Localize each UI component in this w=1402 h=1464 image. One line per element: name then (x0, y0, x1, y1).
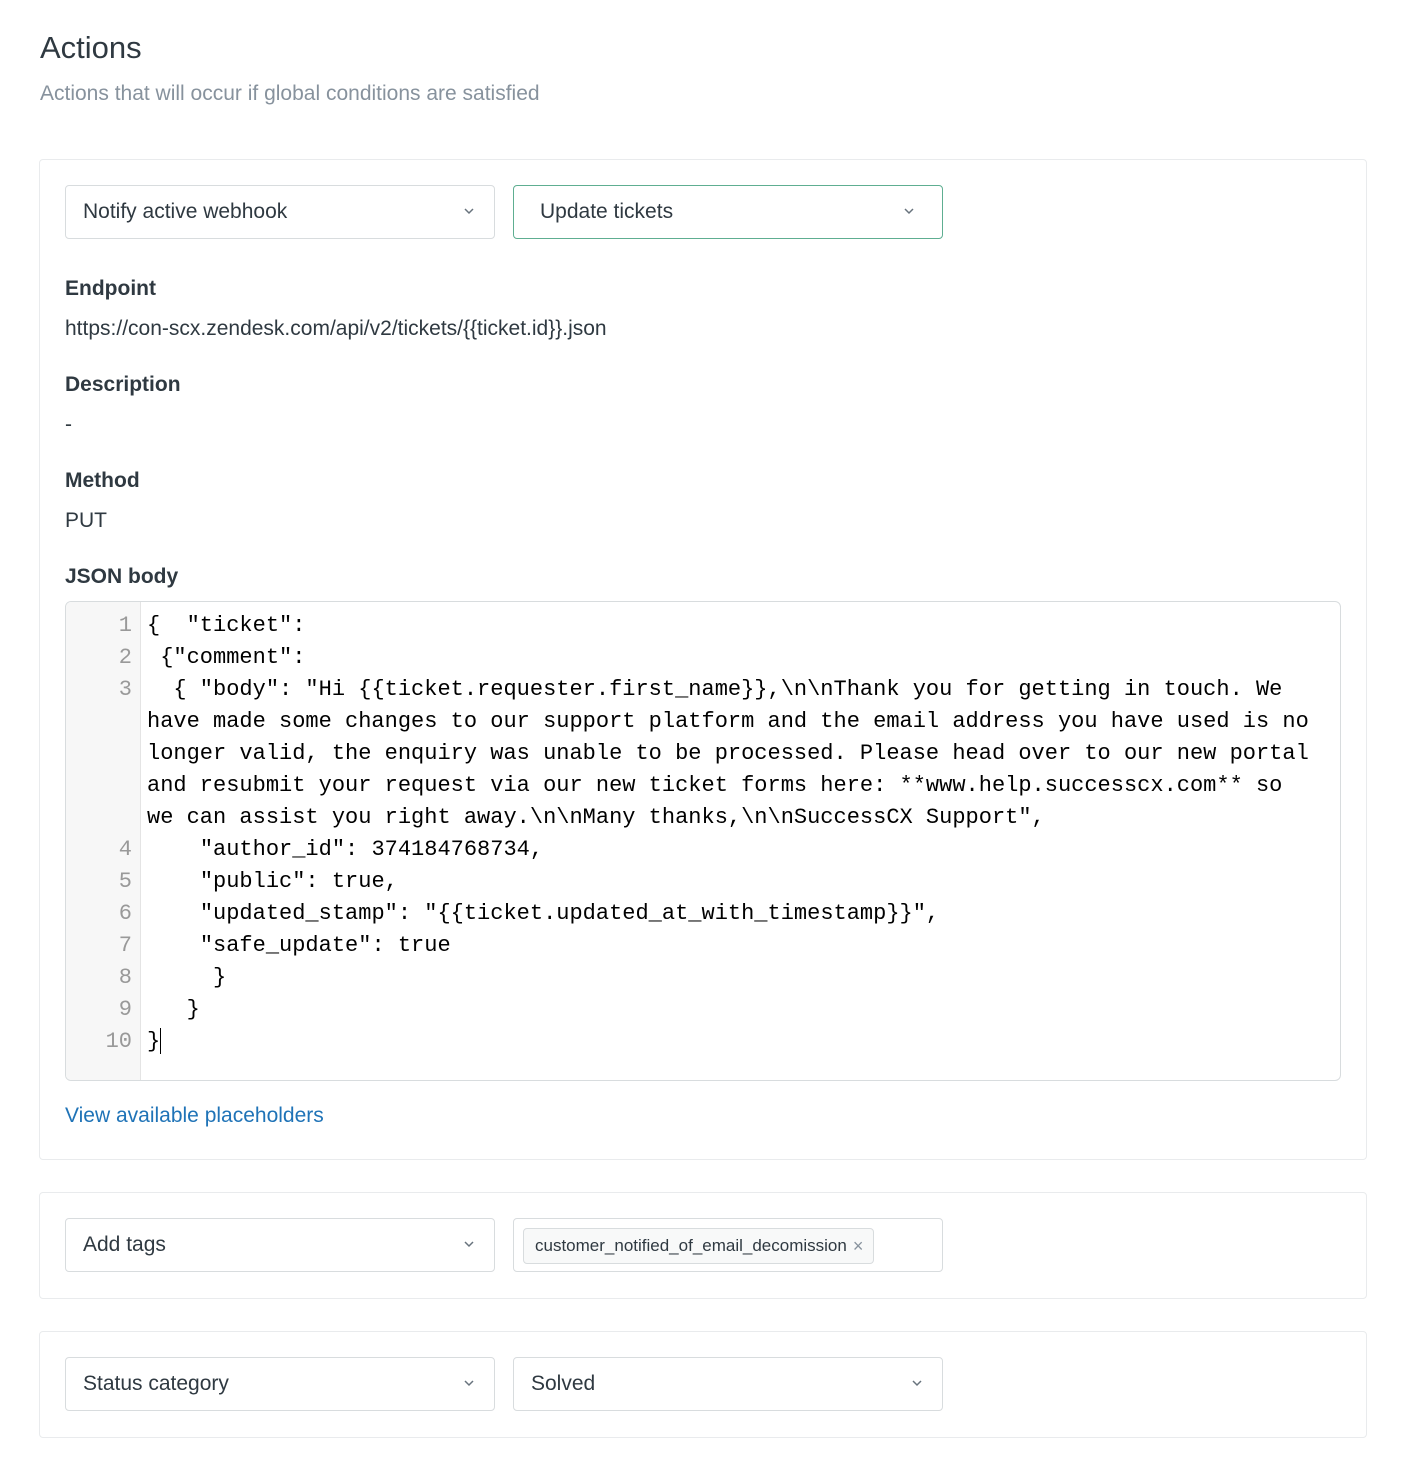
json-body-label: JSON body (65, 565, 179, 588)
line-number: 10 (105, 1029, 132, 1054)
action-type-select[interactable] (65, 1357, 495, 1411)
tags-input[interactable] (513, 1218, 943, 1272)
code-text-content: } (147, 997, 200, 1022)
line-number: 6 (118, 901, 132, 926)
code-text-content: {"comment": (147, 645, 306, 670)
code-text (147, 866, 1309, 898)
code-line (66, 898, 1309, 930)
line-number: 8 (118, 965, 132, 990)
code-text-content: "safe_update": true (147, 933, 451, 958)
code-text-content: { "body": "Hi {{ticket.requester.first_name}},\n\nThank you for getting in touch. We have made some changes to our support platform and the email address you have used is no longer valid, the enquiry was unable to be processed. Please head over to our new portal and resubmit your request via our new ticket forms here: **www.help.successcx.com** so we can assist you right away.\n\nMany thanks,\n\nSuccessCX Support", (147, 677, 1322, 830)
code-text (147, 930, 1309, 962)
endpoint-label: Endpoint (65, 277, 156, 300)
code-text-content: "public": true, (147, 869, 398, 894)
code-text-content: "author_id": 374184768734, (147, 837, 544, 862)
page-subtitle: Actions that will occur if global conditions are satisfied (40, 82, 540, 105)
action-type-value: Notify active webhook (83, 200, 288, 223)
endpoint-value: https://con-scx.zendesk.com/api/v2/tickets/{{ticket.id}}.json (65, 317, 607, 340)
code-line (66, 962, 1309, 994)
code-text (147, 1026, 1309, 1058)
code-line (66, 674, 1322, 834)
action-type-select[interactable] (65, 1218, 495, 1272)
line-number: 1 (118, 613, 132, 638)
code-text-content: } (147, 965, 227, 990)
json-body-editor[interactable] (65, 601, 1341, 1081)
code-text (147, 994, 1309, 1026)
line-number: 7 (118, 933, 132, 958)
code-line (66, 642, 1309, 674)
webhook-select[interactable] (513, 185, 943, 239)
code-text-content: { "ticket": (147, 613, 306, 638)
code-text (147, 898, 1309, 930)
method-value: PUT (65, 509, 107, 532)
code-line (66, 834, 1309, 866)
status-value-select[interactable] (513, 1357, 943, 1411)
code-line (66, 1026, 1309, 1058)
code-line (66, 994, 1309, 1026)
chevron-down-icon (462, 204, 476, 218)
code-text (147, 962, 1309, 994)
line-number: 2 (118, 645, 132, 670)
add-tags-action-card (39, 1192, 1367, 1299)
code-text (147, 834, 1309, 866)
action-type-select[interactable] (65, 185, 495, 239)
tag-label: customer_notified_of_email_decomission (535, 1236, 847, 1255)
code-text-content: } (147, 1029, 161, 1054)
text-cursor (160, 1028, 161, 1054)
description-label: Description (65, 373, 181, 396)
status-value: Solved (531, 1372, 596, 1395)
code-text (147, 674, 1322, 834)
description-value: - (65, 413, 72, 436)
code-text (147, 642, 1309, 674)
chevron-down-icon (462, 1376, 476, 1390)
line-number: 4 (118, 837, 132, 862)
page-title: Actions (40, 30, 142, 65)
code-line (66, 930, 1309, 962)
line-number: 5 (118, 869, 132, 894)
code-line (66, 610, 1309, 642)
code-text (147, 610, 1309, 642)
tag-chip (523, 1228, 874, 1264)
chevron-down-icon (910, 1376, 924, 1390)
chevron-down-icon (462, 1237, 476, 1251)
action-type-value: Status category (83, 1372, 229, 1395)
remove-tag-icon[interactable]: × (852, 1235, 864, 1256)
status-action-card (39, 1331, 1367, 1438)
code-text-content: "updated_stamp": "{{ticket.updated_at_with_timestamp}}", (147, 901, 940, 926)
action-type-value: Add tags (83, 1233, 166, 1256)
line-number: 3 (118, 677, 132, 702)
method-label: Method (65, 469, 140, 492)
chevron-down-icon (902, 204, 916, 218)
webhook-value: Update tickets (540, 200, 674, 223)
code-line (66, 866, 1309, 898)
view-placeholders-link[interactable]: View available placeholders (65, 1104, 324, 1127)
webhook-action-card (39, 159, 1367, 1160)
line-number: 9 (118, 997, 132, 1022)
